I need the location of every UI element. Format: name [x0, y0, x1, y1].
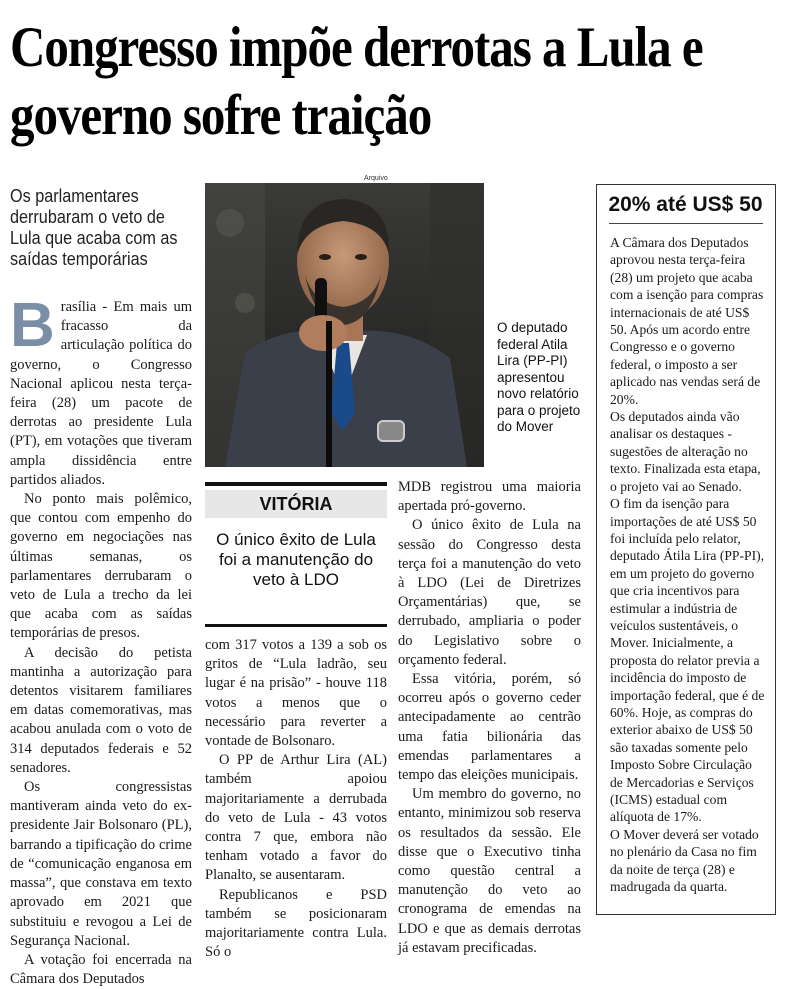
- article-paragraph: Um membro do governo, no entanto, minimizou sob reserva os resultados da sessão. Ele disse que o Executivo tinha como questão central a manutenção do veto ao cronograma de emendas na LDO e que as demais derrotas já estavam precificadas.: [398, 786, 581, 956]
- sidebar-paragraph: O fim da isenção para importações de até US$ 50 foi incluída pelo relator, deputado Átila Lira (PP-PI), em um projeto do governo que cria incentivos para estimular a indústria de veículos sustentáveis, o Mover. Inicialmente, a proposta do relator previa a incidência do imposto de importação federal, que é de 60%. Hoje, as compras do exterior abaixo de US$ 50 são taxadas somente pelo Imposto Sobre Circulação de Mercadorias e Serviços (ICMS) estadual com alíquota de 17%.: [610, 496, 765, 825]
- article-paragraph: com 317 votos a 139 a sob os gritos de “Lula ladrão, seu lugar é na prisão” - houve 118 votos a menos que o necessário para reverter a vontade de Bolsonaro.: [205, 637, 387, 750]
- article-paragraph: Republicanos e PSD também se posicionaram majoritariamente contra Lula. Só o: [205, 886, 387, 961]
- photo-caption: O deputado federal Atila Lira (PP-PI) apresentou novo relatório para o projeto do Mover: [497, 320, 581, 434]
- article-paragraph: O único êxito de Lula na sessão do Congresso desta terça foi a manutenção do veto à LDO (Lei de Diretrizes Orçamentárias) que, se derrubado, ampliaria o poder do Legislativo sobre o orçamento federal.: [398, 517, 581, 668]
- sidebar-paragraph: O Mover deverá ser votado no plenário da Casa no fim da noite de terça (28) e madrugada da quarta.: [610, 826, 759, 895]
- drop-cap: B: [10, 291, 55, 360]
- sidebar-box: [596, 184, 776, 915]
- article-column-3: [398, 478, 581, 958]
- article-paragraph: Brasília - Em mais um fracasso da articulação política do governo, o Congresso Nacional aplicou nesta terça-feira (28) um pacote de derrotas ao presidente Lula (PT), em votações que tiveram ampla dissidência entre partidos aliados.: [10, 291, 192, 488]
- deck-subtitle: Os parlamentares derrubaram o veto de Lula que acaba com as saídas temporárias: [10, 186, 178, 269]
- sidebar-paragraph: A Câmara dos Deputados aprovou nesta terça-feira (28) um projeto que acaba com a isenção para compras internacionais de até US$ 50. Após um acordo entre Congresso e o governo federal, o imposto a ser aplicado nas vendas será de 20%.: [610, 235, 764, 407]
- article-paragraph: MDB registrou uma maioria apertada pró-governo.: [398, 479, 581, 515]
- article-paragraph: No ponto mais polêmico, que contou com empenho do governo em negociações nas últimas semanas, os parlamentares derrubaram o veto de Lula a trecho da lei que acaba com as saídas temporárias de presos.: [10, 491, 192, 642]
- headline: Congresso impõe derrotas a Lula e governo sofre traição: [10, 16, 703, 147]
- article-paragraph: Essa vitória, porém, só ocorreu após o governo ceder antecipadamente ao centrão uma fatia bilionária das emendas parlamentares a tempo das eleições municipais.: [398, 671, 581, 784]
- callout-bottom-rule: [205, 624, 387, 627]
- article-paragraph: O PP de Arthur Lira (AL) também apoiou majoritariamente a derrubada do veto de Lula - 43 votos contra 7 que, embora não tenham votado a favor do Planalto, se ausentaram.: [205, 752, 387, 884]
- article-column-1: [10, 291, 192, 989]
- sidebar-title: 20% até US$ 50: [608, 193, 763, 216]
- callout-box: [205, 482, 387, 629]
- callout-top-rule: [205, 482, 387, 486]
- photo-illustration: [205, 183, 484, 467]
- article-paragraph: A decisão do petista mantinha a autorização para detentos visitarem familiares em datas comemorativas, mas acabou anulada com o voto de 314 deputados federais e 52 senadores.: [10, 644, 192, 776]
- article-column-2: [205, 636, 387, 962]
- article-paragraph: Os congressistas mantiveram ainda veto do ex-presidente Jair Bolsonaro (PL), barrando a tipificação do crime de “comunicação enganosa em massa”, que constava em texto aprovado em 2021 que substituiu e revogou a Lei de Segurança Nacional.: [10, 779, 192, 949]
- callout-text: O único êxito de Lula foi a manutenção do veto à LDO: [216, 530, 376, 589]
- sidebar-divider: [609, 223, 763, 224]
- photo-credit: Arquivo: [364, 175, 388, 182]
- photo-deputy: [205, 183, 484, 467]
- callout-title: VITÓRIA: [205, 490, 387, 518]
- sidebar-paragraph: Os deputados ainda vão analisar os destaques - sugestões de alteração no texto. Finalizada esta etapa, o projeto vai ao Senado.: [610, 409, 761, 494]
- sidebar-text: [610, 234, 768, 895]
- article-paragraph: A votação foi encerrada na Câmara dos Deputados: [10, 951, 192, 988]
